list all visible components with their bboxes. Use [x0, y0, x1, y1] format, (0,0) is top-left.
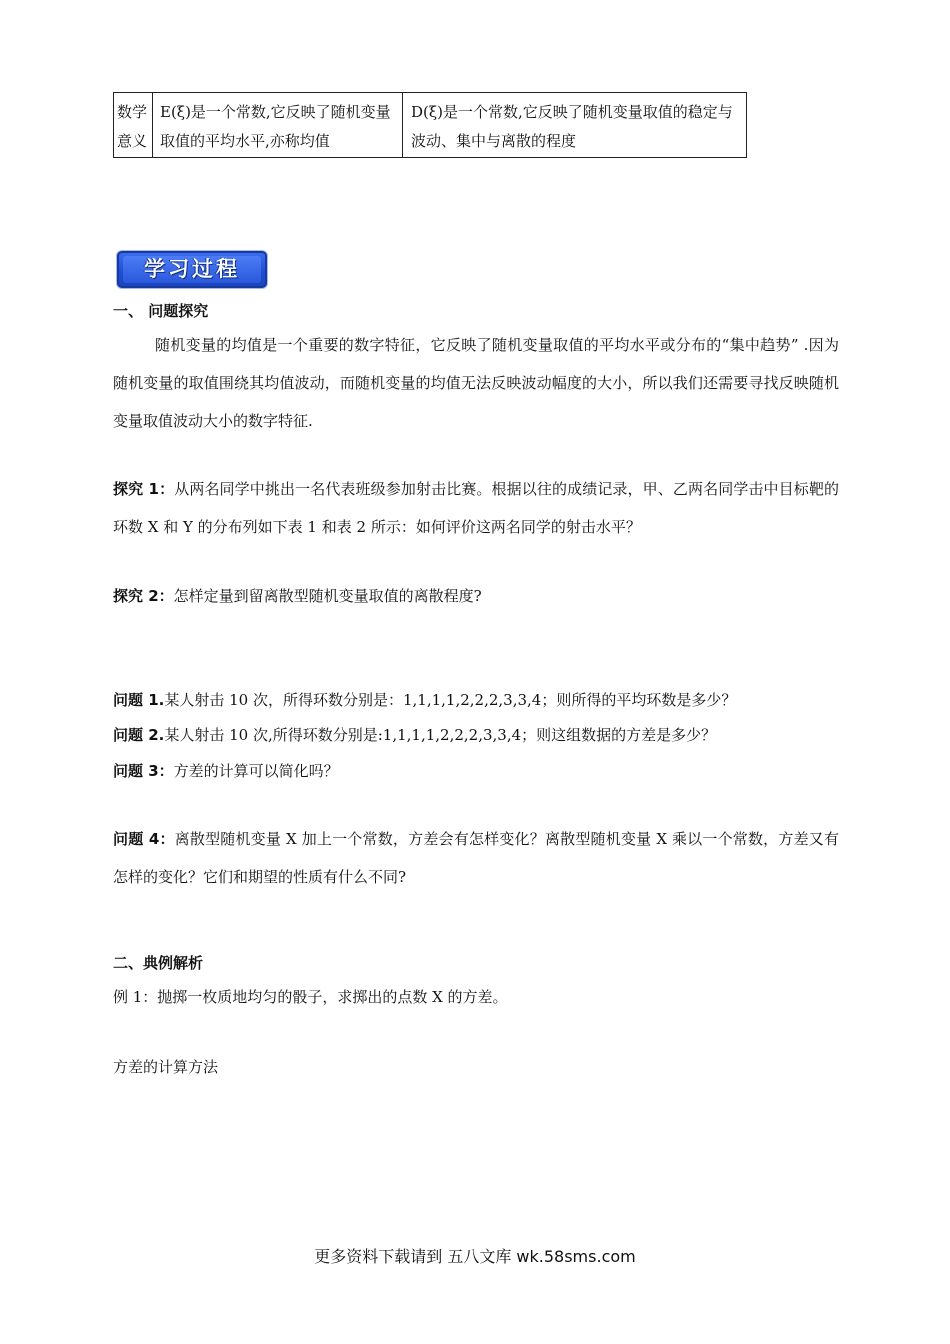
- question-2-line: [113, 724, 716, 745]
- question-2-text: 某人射击 10 次,所得环数分别是:1,1,1,1,2,2,2,3,3,4；则这组数据的方差是多少？: [164, 726, 717, 744]
- question-1-text: 某人射击 10 次，所得环数分别是：1,1,1,1,2,2,2,3,3,4；则所得的平均环数是多少？: [164, 691, 737, 709]
- explore-1-label: 探究 1：: [113, 480, 175, 498]
- explore-2-text: 怎样定量到留离散型随机变量取值的离散程度?: [173, 587, 482, 605]
- explore-1-text: 从两名同学中挑出一名代表班级参加射击比赛。根据以往的成绩记录，甲、乙两名同学击中目标靶的环数 X 和 Y 的分布列如下表 1 和表 2 所示：如何评价这两名同学的射击水平？: [113, 480, 839, 536]
- table-row: [114, 93, 747, 158]
- question-1-line: [113, 689, 736, 710]
- banner-title: 学习过程: [144, 257, 240, 281]
- comparison-table: [113, 92, 747, 158]
- explore-2-line: [113, 585, 482, 606]
- section-banner: [117, 251, 267, 288]
- explore-2-label: 探究 2：: [113, 587, 174, 605]
- question-1-label: 问题 1.: [113, 691, 165, 709]
- explore-1-paragraph: [113, 470, 839, 546]
- intro-paragraph: 随机变量的均值是一个重要的数字特征，它反映了随机变量取值的平均水平或分布的“集中趋势” .因为随机变量的取值围绕其均值波动，而随机变量的均值无法反映波动幅度的大小，所以我们还需要寻找反映随机变量取值波动大小的数字特征.: [113, 336, 839, 430]
- page-footer: 更多资料下载请到 五八文库 wk.58sms.com: [314, 1247, 636, 1266]
- table-cell-label: 数学意义: [114, 93, 153, 158]
- section-heading-2: 二、典例解析: [113, 954, 204, 972]
- question-4-paragraph: [113, 820, 839, 896]
- example-1-line: 例 1：抛掷一枚质地均匀的骰子，求掷出的点数 X 的方差。: [113, 988, 508, 1006]
- section-heading-1: 一、 问题探究: [113, 302, 209, 320]
- variance-method-line: 方差的计算方法: [113, 1058, 219, 1076]
- question-2-label: 问题 2.: [113, 726, 165, 744]
- question-3-label: 问题 3：: [113, 762, 174, 780]
- table-cell-expectation: E(ξ)是一个常数,它反映了随机变量取值的平均水平,亦称均值: [153, 93, 403, 158]
- question-3-text: 方差的计算可以简化吗？: [173, 762, 339, 780]
- question-4-text: 离散型随机变量 X 加上一个常数，方差会有怎样变化？离散型随机变量 X 乘以一个常数，方差又有怎样的变化？它们和期望的性质有什么不同?: [113, 830, 839, 886]
- question-3-line: [113, 760, 339, 781]
- question-4-label: 问题 4：: [113, 830, 175, 848]
- table-cell-variance: D(ξ)是一个常数,它反映了随机变量取值的稳定与波动、集中与离散的程度: [403, 93, 747, 158]
